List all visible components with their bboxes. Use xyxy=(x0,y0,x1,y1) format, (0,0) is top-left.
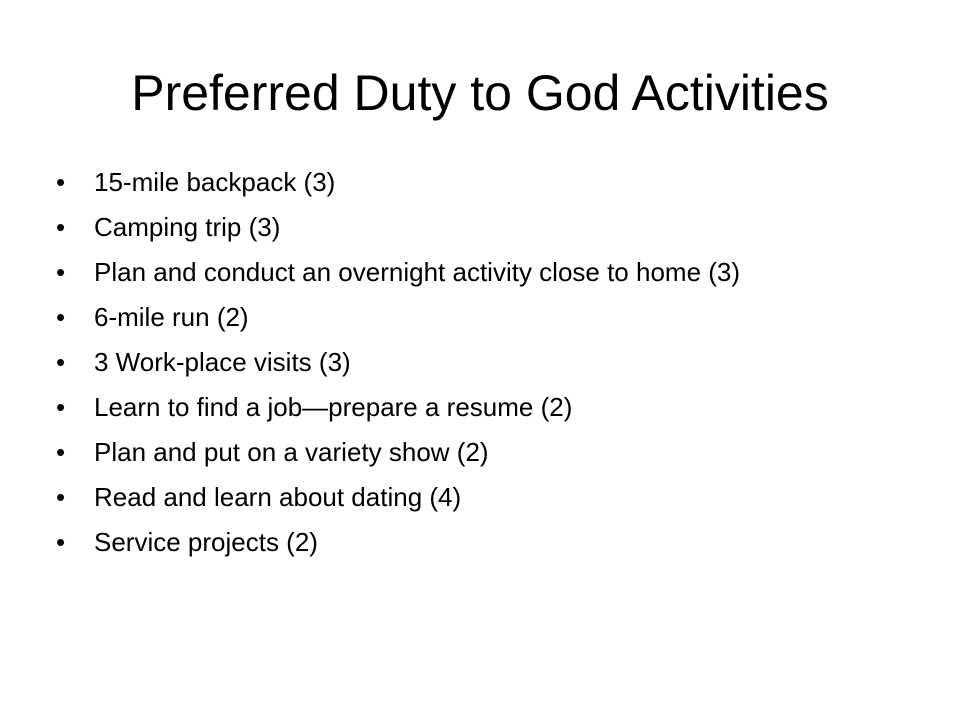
list-item-text: 15-mile backpack (3) xyxy=(94,167,336,197)
bullet-list xyxy=(56,168,896,573)
list-item-text: Learn to find a job—prepare a resume (2) xyxy=(94,392,573,422)
bullet-icon: • xyxy=(56,482,66,512)
list-item-text: Service projects (2) xyxy=(94,527,318,557)
list-item xyxy=(56,483,896,512)
bullet-icon: • xyxy=(56,302,66,332)
list-item xyxy=(56,393,896,422)
list-item xyxy=(56,258,896,287)
list-item-text: Camping trip (3) xyxy=(94,212,281,242)
list-item-text: 6-mile run (2) xyxy=(94,302,249,332)
bullet-icon: • xyxy=(56,347,66,377)
bullet-icon: • xyxy=(56,437,66,467)
list-item xyxy=(56,348,896,377)
list-item xyxy=(56,303,896,332)
bullet-icon: • xyxy=(56,392,66,422)
bullet-icon: • xyxy=(56,527,66,557)
bullet-icon: • xyxy=(56,257,66,287)
list-item-text: 3 Work-place visits (3) xyxy=(94,347,351,377)
list-item xyxy=(56,438,896,467)
list-item xyxy=(56,168,896,197)
list-item-text: Plan and conduct an overnight activity close to home (3) xyxy=(94,257,741,287)
list-item xyxy=(56,213,896,242)
list-item xyxy=(56,528,896,557)
list-item-text: Read and learn about dating (4) xyxy=(94,482,462,512)
bullet-icon: • xyxy=(56,212,66,242)
bullet-icon: • xyxy=(56,167,66,197)
list-item-text: Plan and put on a variety show (2) xyxy=(94,437,489,467)
slide-title: Preferred Duty to God Activities xyxy=(131,65,829,121)
